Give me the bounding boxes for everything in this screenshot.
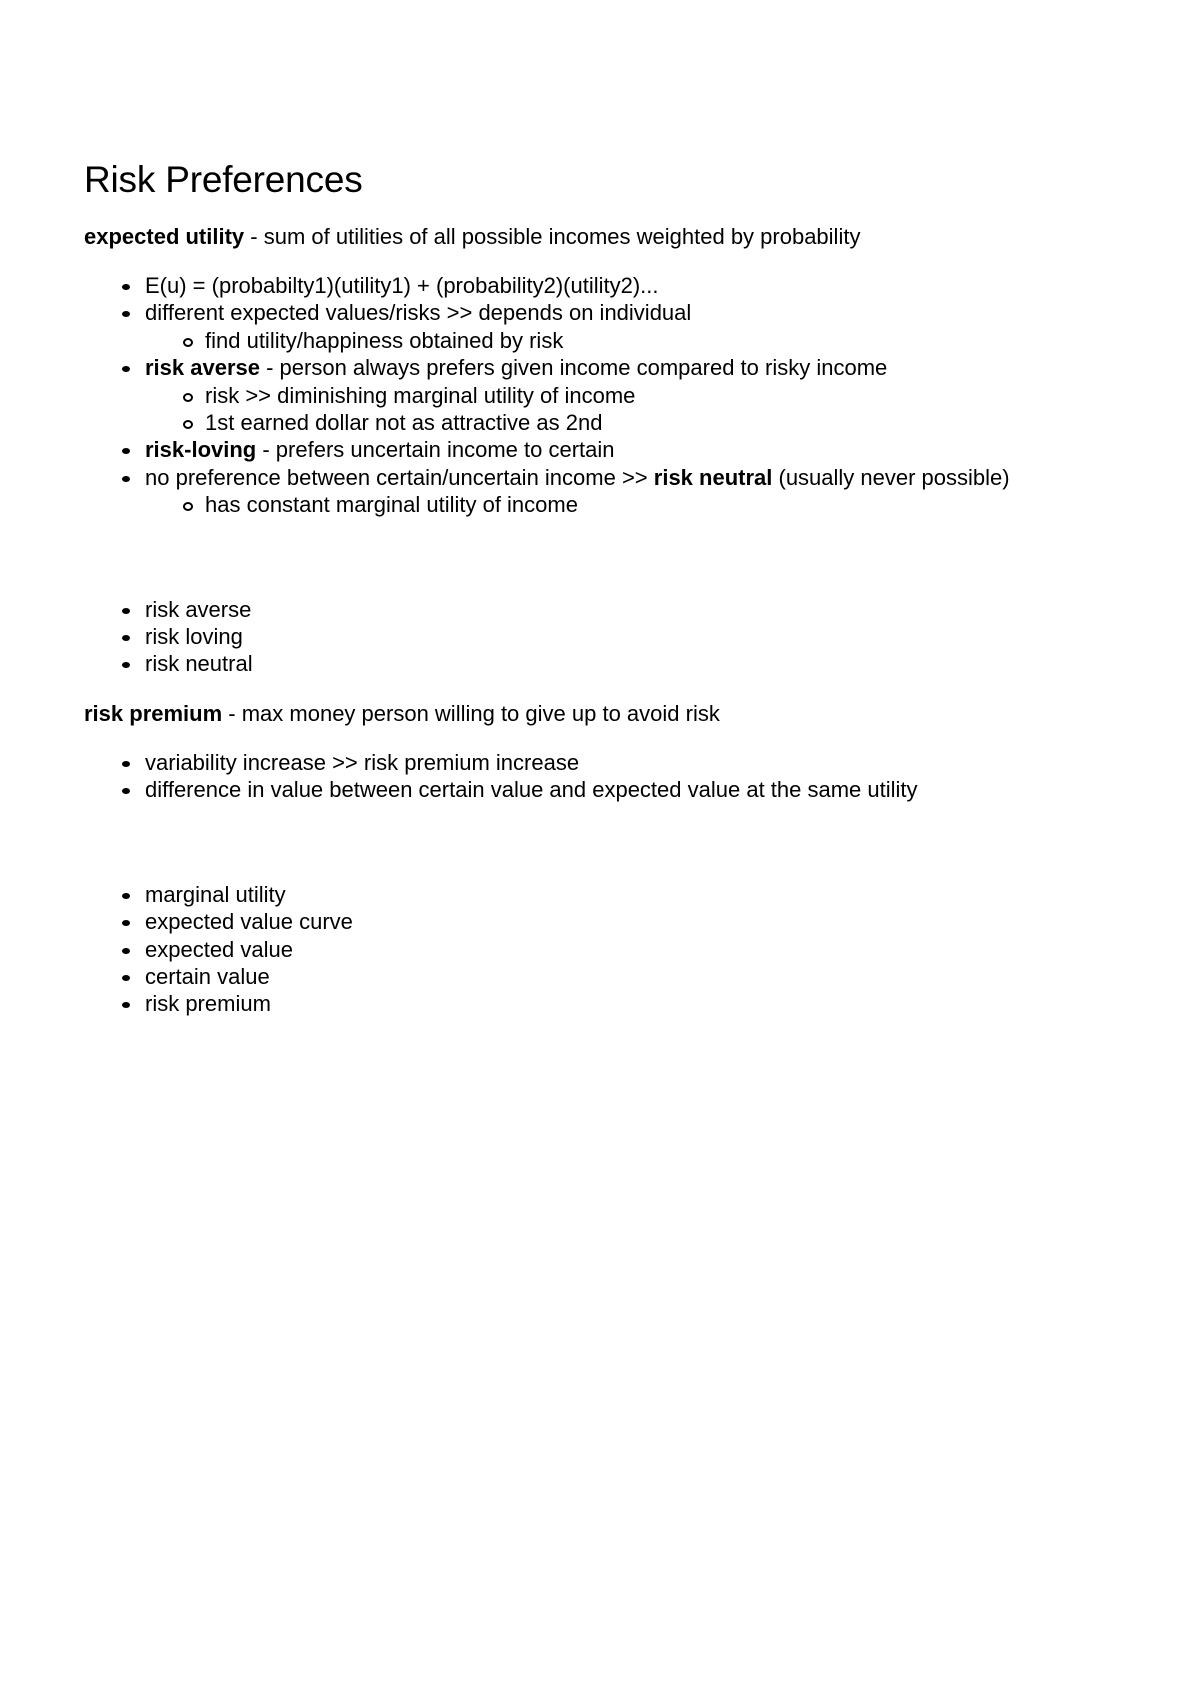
term-risk-neutral: risk neutral <box>653 464 773 490</box>
page-title: Risk Preferences <box>84 159 363 200</box>
sub-list-item: risk >> diminishing marginal utility of income <box>145 382 1124 409</box>
list-item-text: E(u) = (probabilty1)(utility1) + (probability2)(utility2)... <box>145 273 659 298</box>
sub-list <box>145 327 1124 354</box>
term-risk-loving: risk-loving <box>145 437 257 463</box>
sub-list-item: has constant marginal utility of income <box>145 491 1124 518</box>
definition-text: - sum of utilities of all possible incomes weighted by probability <box>244 224 861 249</box>
list-item: risk averse <box>84 596 1124 623</box>
list-item: difference in value between certain value and expected value at the same utility <box>84 776 1124 803</box>
definition-text: - max money person willing to give up to avoid risk <box>222 700 720 726</box>
expected-utility-list <box>84 272 1124 519</box>
list-item: risk neutral <box>84 650 1124 677</box>
sub-list <box>145 491 1124 518</box>
list-item <box>84 272 1124 299</box>
risk-premium-list <box>84 749 1124 804</box>
sub-list-item: find utility/happiness obtained by risk <box>145 327 1124 354</box>
list-item <box>84 299 1124 354</box>
list-item: marginal utility <box>84 881 1124 908</box>
list-item: expected value curve <box>84 908 1124 935</box>
term-risk-averse: risk averse <box>145 355 260 381</box>
list-item: expected value <box>84 936 1124 963</box>
risk-types-list <box>84 596 1124 678</box>
term-expected-utility: expected utility <box>84 224 245 249</box>
list-item: risk premium <box>84 990 1124 1017</box>
list-item-text: - prefers uncertain income to certain <box>256 437 615 463</box>
document-content <box>84 157 1124 1018</box>
list-item-text: no preference between certain/uncertain income >> <box>145 464 654 490</box>
list-item-text: different expected values/risks >> depends on individual <box>145 300 692 326</box>
list-item <box>84 354 1124 436</box>
list-item-text: (usually never possible) <box>772 464 1010 490</box>
risk-premium-definition <box>84 700 1124 727</box>
list-item: variability increase >> risk premium increase <box>84 749 1124 776</box>
sub-list <box>145 382 1124 437</box>
list-item: risk loving <box>84 623 1124 650</box>
list-item <box>84 464 1124 519</box>
sub-list-item: 1st earned dollar not as attractive as 2nd <box>145 409 1124 436</box>
graph-terms-list <box>84 881 1124 1018</box>
list-item: certain value <box>84 963 1124 990</box>
list-item-text: - person always prefers given income compared to risky income <box>260 355 888 381</box>
term-risk-premium: risk premium <box>84 700 223 726</box>
list-item <box>84 436 1124 463</box>
expected-utility-definition <box>84 223 1124 250</box>
